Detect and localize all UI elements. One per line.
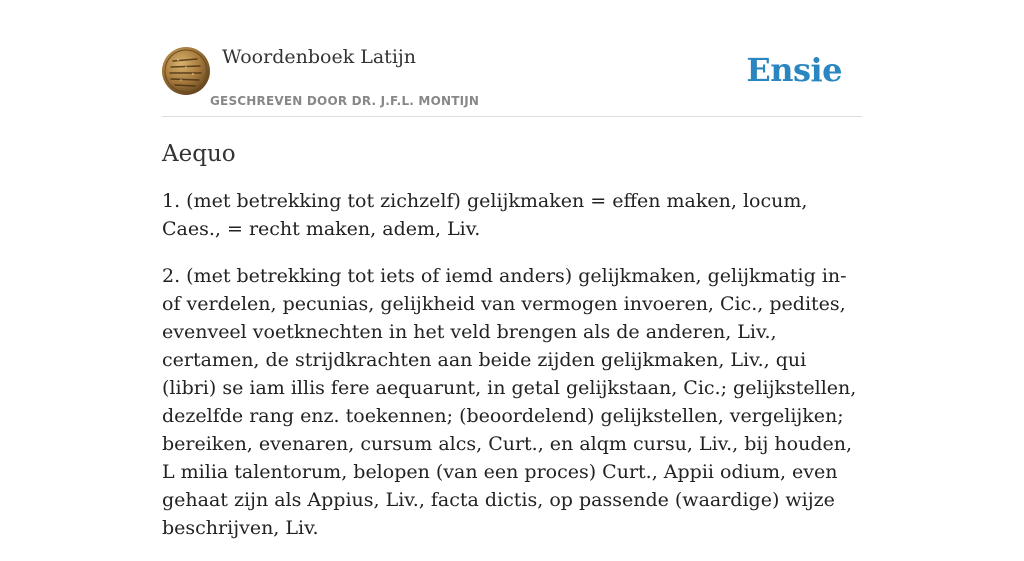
- book-title[interactable]: Woordenboek Latijn: [222, 46, 417, 68]
- entry-title: Aequo: [162, 141, 236, 167]
- definition-1: 1. (met betrekking tot zichzelf) gelijkmaken = effen maken, locum, Caes., = recht maken, adem, Liv.: [162, 190, 808, 240]
- entry-content: [162, 138, 862, 561]
- header: [162, 44, 862, 117]
- author-byline: GESCHREVEN DOOR DR. J.F.L. MONTIJN: [210, 94, 480, 108]
- coin-avatar-icon[interactable]: [162, 47, 210, 95]
- brand-logo[interactable]: Ensie: [746, 51, 842, 89]
- definition-2: 2. (met betrekking tot iets of iemd anders) gelijkmaken, gelijkmatig in- of verdelen, pecunias, gelijkheid van vermogen invoeren, Cic., pedites, evenveel voetknechten in het veld brengen als de anderen, Liv., certamen, de strijdkrachten aan beide zijden gelijkmaken, Liv., qui (libri) se iam illis fere aequarunt, in getal gelijkstaan, Cic.; gelijkstellen, dezelfde rang enz. toekennen; (beoordelend) gelijkstellen, vergelijken; bereiken, evenaren, cursum alcs, Curt., en alqm cursu, Liv., bij houden, L milia talentorum, belopen (van een proces) Curt., Appii odium, even gehaat zijn als Appius, Liv., facta dictis, op passende (waardige) wijze beschrijven, Liv.: [162, 265, 857, 539]
